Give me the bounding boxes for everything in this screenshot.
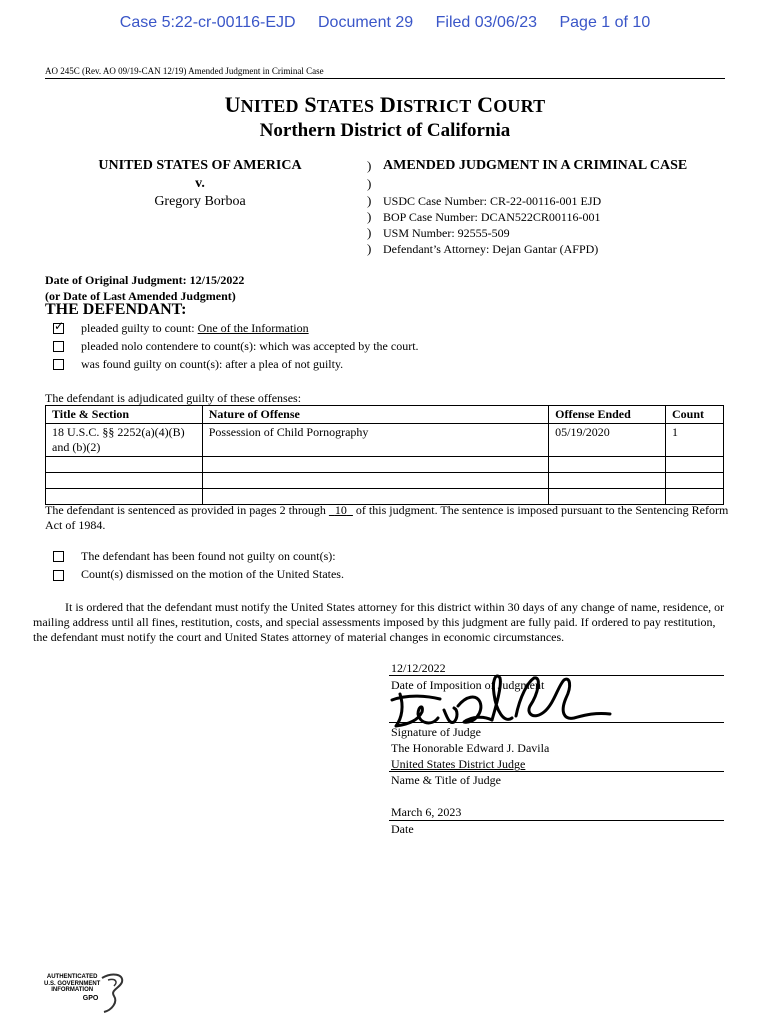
plea-nolo-text: pleaded nolo contendere to count(s): which was accepted by the court. [81, 339, 419, 353]
plea-guilty-text [81, 321, 309, 336]
found-guilty-checkbox[interactable] [53, 359, 64, 370]
caption-paren: ) [367, 158, 372, 173]
table-row-empty [46, 473, 724, 489]
column-header-title-section: Title & Section [46, 406, 203, 424]
offenses-table [45, 405, 724, 505]
versus-label: v. [195, 176, 205, 191]
judge-title: United States District Judge [391, 757, 526, 771]
counts-dismissed-checkbox[interactable] [53, 570, 64, 581]
document-title: AMENDED JUDGMENT IN A CRIMINAL CASE [383, 158, 688, 173]
gpo-authentication-logo [44, 974, 100, 1002]
original-judgment-date: Date of Original Judgment: 12/15/2022 [45, 273, 245, 287]
court-title-text: UNITED STATES DISTRICT COURT [224, 92, 546, 117]
cell-title-section: 18 U.S.C. §§ 2252(a)(4)(B) and (b)(2) [46, 424, 203, 457]
imposition-date-label: Date of Imposition of Judgment [391, 678, 545, 692]
plea-guilty-checkbox[interactable] [53, 323, 64, 334]
amended-judgment-label: (or Date of Last Amended Judgment) [45, 289, 236, 303]
cell-nature: Possession of Child Pornography [202, 424, 548, 457]
header-rule [45, 78, 725, 79]
signed-date: March 6, 2023 [391, 805, 462, 819]
plea-guilty-count: One of the Information [197, 321, 309, 335]
defendant-name: Gregory Borboa [154, 194, 246, 209]
stamp-document: Document 29 [318, 14, 414, 31]
caption-paren: ) [367, 176, 372, 191]
usdc-case-number: USDC Case Number: CR-22-00116-001 EJD [383, 194, 602, 208]
table-row [46, 424, 724, 457]
not-guilty-text: The defendant has been found not guilty on count(s): [81, 549, 336, 563]
signature-line [389, 722, 724, 723]
caption-paren: ) [367, 225, 372, 240]
counts-dismissed-text: Count(s) dismissed on the motion of the United States. [81, 567, 344, 581]
cell-count: 1 [666, 424, 724, 457]
gpo-line: INFORMATION [51, 987, 94, 993]
column-header-nature: Nature of Offense [202, 406, 548, 424]
caption-paren: ) [367, 241, 372, 256]
found-guilty-text: was found guilty on count(s): after a plea of not guilty. [81, 357, 344, 371]
column-header-count: Count [666, 406, 724, 424]
bop-case-number: BOP Case Number: DCAN522CR00116-001 [383, 210, 601, 224]
cell-offense-ended: 05/19/2020 [549, 424, 666, 457]
usm-number: USM Number: 92555-509 [383, 226, 510, 240]
form-identifier: AO 245C (Rev. AO 09/19-CAN 12/19) Amended Judgment in Criminal Case [45, 66, 324, 76]
caption-paren: ) [367, 209, 372, 224]
sentence-post: of this judgment. The sentence is imposed pursuant to the Sentencing Reform Act of 1984. [45, 503, 729, 532]
defense-attorney: Defendant’s Attorney: Dejan Gantar (AFPD) [383, 242, 599, 256]
case-caption-parties [60, 157, 340, 211]
plaintiff-name: UNITED STATES OF AMERICA [98, 158, 302, 173]
table-header-row [46, 406, 724, 424]
signature-label: Signature of Judge [391, 725, 481, 739]
gpo-line: AUTHENTICATED [46, 974, 98, 980]
imposition-date: 12/12/2022 [391, 661, 446, 675]
plea-nolo-checkbox[interactable] [53, 341, 64, 352]
judge-name: The Honorable Edward J. Davila [391, 741, 550, 755]
court-title [0, 92, 770, 118]
name-title-line [389, 771, 724, 772]
sentence-pre: The defendant is sentenced as provided in pages 2 through [45, 503, 329, 517]
order-paragraph: It is ordered that the defendant must notify the United States attorney for this district within 30 days of any change of name, residence, or mailing address until all fines, restitution, costs, and special assessments imposed by this judgment are fully paid. If ordered to pay restitution, the defendant must notify the court and United States attorney of material changes in economic circumstances. [33, 600, 725, 644]
filing-stamp [0, 14, 770, 32]
plea-guilty-label: pleaded guilty to count: [81, 321, 198, 335]
sentence-pages: 10 [334, 503, 347, 517]
date-line [389, 820, 724, 821]
stamp-case: Case 5:22-cr-00116-EJD [119, 14, 296, 31]
stamp-filed: Filed 03/06/23 [435, 14, 538, 31]
date-label: Date [391, 822, 414, 836]
caption-paren: ) [367, 193, 372, 208]
sentence-paragraph [45, 503, 729, 533]
table-row-empty [46, 457, 724, 473]
not-guilty-checkbox[interactable] [53, 551, 64, 562]
offenses-intro: The defendant is adjudicated guilty of these offenses: [45, 391, 302, 405]
column-header-offense-ended: Offense Ended [549, 406, 666, 424]
eagle-icon [98, 970, 128, 1016]
name-title-label: Name & Title of Judge [391, 773, 501, 787]
stamp-page: Page 1 of 10 [559, 14, 651, 31]
defendant-heading: THE DEFENDANT: [45, 301, 187, 318]
court-district: Northern District of California [259, 120, 511, 141]
gpo-line: U.S. GOVERNMENT [44, 980, 101, 987]
gpo-line: GPO [82, 994, 99, 1002]
